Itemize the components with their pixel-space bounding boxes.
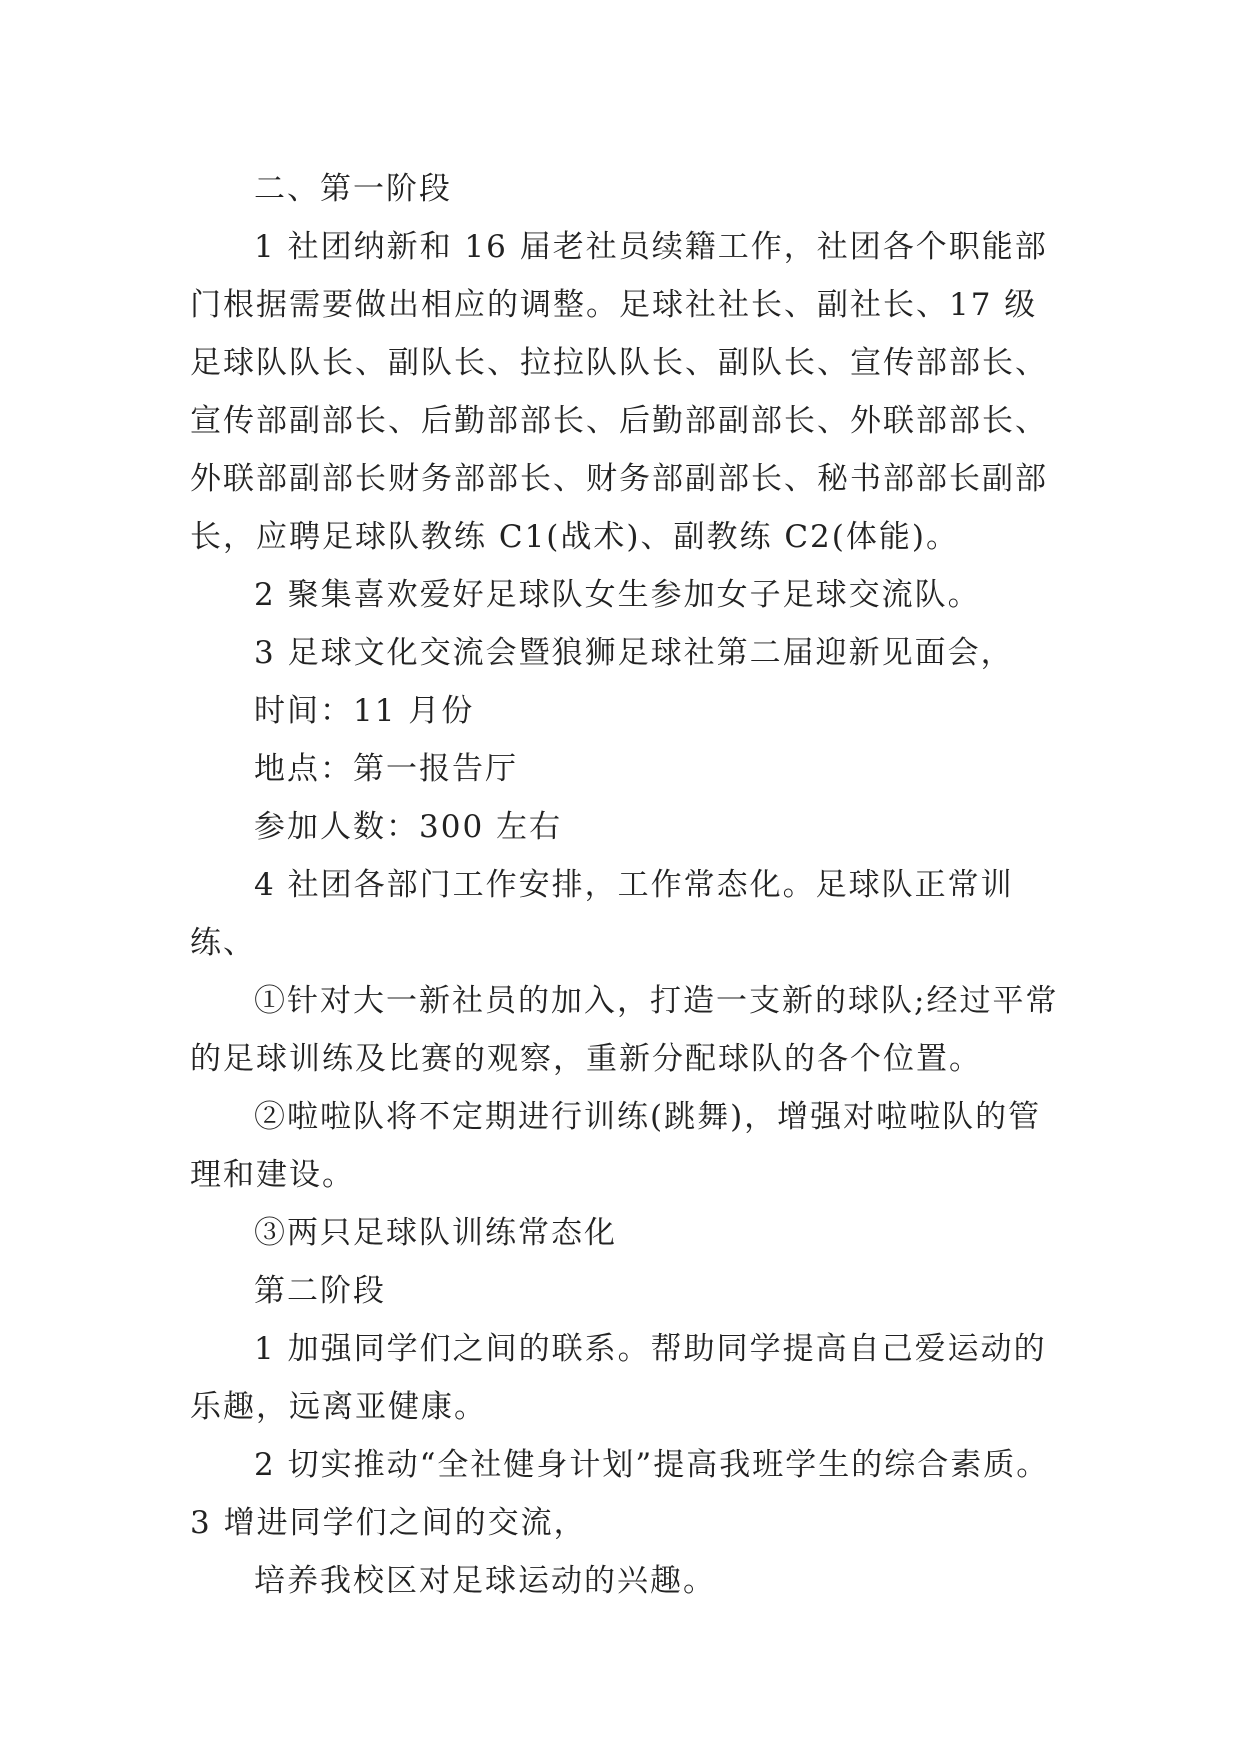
paragraph-stage-two-item-2: 2 切实推动“全社健身计划”提高我班学生的综合素质。 — [254, 1447, 1050, 1483]
paragraph-stage-two-item-3: 3 增进同学们之间的交流， — [190, 1505, 587, 1541]
paragraph-location: 地点：第一报告厅 — [254, 751, 518, 787]
paragraph-item-3: 3 足球文化交流会暨狼狮足球社第二届迎新见面会， — [254, 635, 1014, 671]
document-body — [190, 160, 1070, 1610]
paragraph-item-4: 4 社团各部门工作安排，工作常态化。足球队正常训练、 — [190, 867, 1014, 961]
paragraph-stage-two-item-3-cont: 培养我校区对足球运动的兴趣。 — [254, 1563, 716, 1599]
paragraph-stage-two-item-1: 1 加强同学们之间的联系。帮助同学提高自己爱运动的乐趣，远离亚健康。 — [190, 1331, 1047, 1425]
paragraph-item-2: 2 聚集喜欢爱好足球队女生参加女子足球交流队。 — [254, 577, 981, 613]
paragraph-subitem-2: ②啦啦队将不定期进行训练(跳舞)，增强对啦啦队的管理和建设。 — [190, 1099, 1042, 1193]
section-heading-stage-two: 第二阶段 — [254, 1273, 386, 1309]
paragraph-item-1: 1 社团纳新和 16 届老社员续籍工作，社团各个职能部门根据需要做出相应的调整。足球社社长、副社长、17 级足球队队长、副队长、拉拉队队长、副队长、宣传部部长、宣传部副部长、后勤部部长、后勤部副部长、外联部部长、外联部副部长财务部部长、财务部副部长、秘书部部长副部长，应聘足球队教练 C1(战术)、副教练 C2(体能)。 — [190, 229, 1048, 555]
paragraph-attendance: 参加人数：300 左右 — [254, 809, 563, 845]
section-heading-stage-one: 二、第一阶段 — [254, 171, 452, 207]
paragraph-time: 时间：11 月份 — [254, 693, 475, 729]
paragraph-subitem-1: ①针对大一新社员的加入，打造一支新的球队;经过平常的足球训练及比赛的观察，重新分配球队的各个位置。 — [190, 983, 1059, 1077]
paragraph-subitem-3: ③两只足球队训练常态化 — [254, 1215, 617, 1251]
